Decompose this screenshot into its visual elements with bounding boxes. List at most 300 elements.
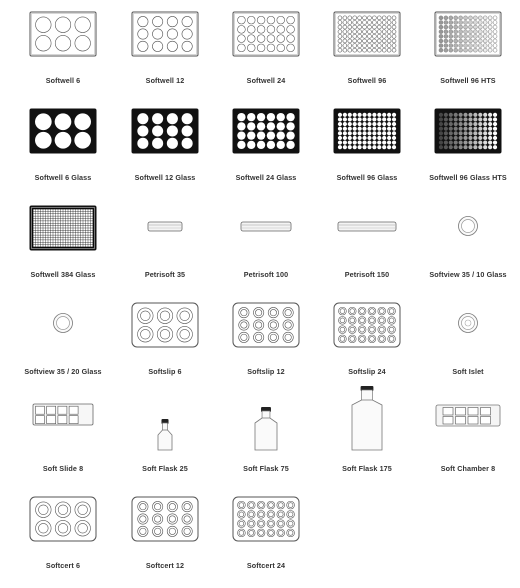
well <box>483 140 487 144</box>
well <box>483 122 487 126</box>
well <box>257 113 265 121</box>
well <box>55 520 71 536</box>
well <box>444 34 448 38</box>
well <box>267 25 275 33</box>
well <box>368 335 376 343</box>
well <box>348 44 352 48</box>
well <box>473 136 477 140</box>
well <box>449 20 453 24</box>
product-label[interactable]: Softslip 6 <box>148 367 182 376</box>
product-softwell-6-glass[interactable] <box>11 103 115 200</box>
well <box>387 20 391 24</box>
well <box>478 44 482 48</box>
product-label[interactable]: Soft Islet <box>452 367 484 376</box>
well <box>367 131 371 135</box>
product-image <box>214 297 318 359</box>
product-softview-35-20-glass[interactable] <box>11 297 115 394</box>
well <box>493 39 497 43</box>
well <box>444 140 448 144</box>
well <box>439 117 443 121</box>
well <box>286 113 294 121</box>
well <box>287 35 295 43</box>
well <box>338 131 342 135</box>
well <box>362 127 366 131</box>
well <box>493 140 497 144</box>
product-softview-35-10-glass[interactable] <box>416 200 520 297</box>
well <box>368 307 376 315</box>
well <box>444 30 448 34</box>
product-image <box>11 103 115 165</box>
well <box>469 20 473 24</box>
well <box>253 332 263 342</box>
product-label[interactable]: Softwell 12 Glass <box>134 173 196 182</box>
product-label[interactable]: Softwell 6 <box>45 76 81 85</box>
well <box>439 39 443 43</box>
well <box>488 113 492 117</box>
product-label[interactable]: Soft Slide 8 <box>42 464 84 473</box>
well <box>444 48 448 52</box>
product-softcert-12[interactable] <box>113 491 217 588</box>
well <box>377 145 381 149</box>
product-label[interactable]: Softcert 24 <box>246 561 286 570</box>
product-image <box>11 6 115 68</box>
well <box>287 520 295 528</box>
product-softslip-6[interactable] <box>113 297 217 394</box>
product-softwell-96[interactable] <box>315 6 419 103</box>
well <box>367 127 371 131</box>
well <box>152 526 162 536</box>
well <box>463 136 467 140</box>
well <box>368 39 372 43</box>
well <box>167 16 177 26</box>
well <box>277 44 285 52</box>
product-softcert-24[interactable] <box>214 491 318 588</box>
well <box>483 127 487 131</box>
well <box>473 131 477 135</box>
well <box>338 145 342 149</box>
well <box>362 140 366 144</box>
well <box>464 44 468 48</box>
well <box>493 25 497 29</box>
well <box>277 520 285 528</box>
well <box>439 30 443 34</box>
well <box>493 20 497 24</box>
well <box>36 35 52 51</box>
well <box>478 20 482 24</box>
well <box>444 20 448 24</box>
well <box>238 529 246 537</box>
well <box>488 145 492 149</box>
well <box>372 16 376 20</box>
well <box>449 16 453 20</box>
well <box>343 44 347 48</box>
well <box>348 136 352 140</box>
well <box>377 131 381 135</box>
well <box>478 113 482 117</box>
product-softwell-12[interactable] <box>113 6 217 103</box>
product-image <box>416 297 520 359</box>
well <box>372 113 376 117</box>
well <box>478 122 482 126</box>
product-image <box>416 103 520 165</box>
well <box>392 48 396 52</box>
well <box>238 44 246 52</box>
well <box>372 48 376 52</box>
well <box>444 136 448 140</box>
well <box>362 131 366 135</box>
well <box>338 39 342 43</box>
well <box>387 122 391 126</box>
well <box>358 39 362 43</box>
well <box>167 514 177 524</box>
product-image <box>214 200 318 262</box>
well <box>287 44 295 52</box>
well <box>152 138 163 149</box>
product-softslip-24[interactable] <box>315 297 419 394</box>
well <box>483 30 487 34</box>
well <box>444 117 448 121</box>
well <box>463 127 467 131</box>
well <box>353 16 357 20</box>
well <box>388 335 396 343</box>
well <box>449 131 453 135</box>
product-petrisoft-100[interactable] <box>214 200 318 297</box>
well <box>449 39 453 43</box>
well <box>238 16 246 24</box>
well <box>382 25 386 29</box>
well <box>277 16 285 24</box>
well <box>177 326 193 342</box>
well <box>392 113 396 117</box>
product-label[interactable]: Softwell 96 <box>347 76 387 85</box>
well <box>392 20 396 24</box>
well <box>55 113 72 130</box>
well <box>382 113 386 117</box>
well <box>377 20 381 24</box>
well <box>247 529 255 537</box>
well <box>338 140 342 144</box>
well <box>348 335 356 343</box>
well <box>268 332 278 342</box>
product-softslip-12[interactable] <box>214 297 318 394</box>
product-softwell-12-glass[interactable] <box>113 103 217 200</box>
well <box>387 25 391 29</box>
product-image <box>214 6 318 68</box>
product-image <box>416 6 520 68</box>
well <box>377 136 381 140</box>
well <box>353 48 357 52</box>
well <box>247 520 255 528</box>
product-label[interactable]: Petrisoft 150 <box>344 270 390 279</box>
well <box>238 501 246 509</box>
well <box>493 122 497 126</box>
well <box>483 145 487 149</box>
well <box>353 127 357 131</box>
well <box>449 113 453 117</box>
well <box>167 138 178 149</box>
product-image <box>113 297 217 359</box>
product-label[interactable]: Softwell 24 <box>246 76 286 85</box>
product-soft-chamber-8[interactable] <box>416 394 520 491</box>
well <box>367 113 371 117</box>
well <box>387 145 391 149</box>
product-label[interactable]: Soft Chamber 8 <box>440 464 496 473</box>
well <box>454 113 458 117</box>
well <box>157 308 173 324</box>
well <box>483 20 487 24</box>
well <box>277 35 285 43</box>
well <box>454 145 458 149</box>
well <box>478 117 482 121</box>
product-label[interactable]: Softwell 12 <box>145 76 185 85</box>
well <box>277 141 285 149</box>
well <box>74 113 91 130</box>
well <box>473 34 477 38</box>
well <box>459 127 463 131</box>
well <box>483 136 487 140</box>
well <box>358 131 362 135</box>
well <box>353 145 357 149</box>
product-image <box>416 200 520 262</box>
well <box>468 140 472 144</box>
well <box>152 125 163 136</box>
product-label[interactable]: Softview 35 / 10 Glass <box>429 270 507 279</box>
well <box>348 16 352 20</box>
well <box>267 16 275 24</box>
well <box>358 335 366 343</box>
well <box>339 316 347 324</box>
well <box>473 39 477 43</box>
well <box>387 117 391 121</box>
product-soft-slide-8[interactable] <box>11 394 115 491</box>
well <box>257 16 265 24</box>
well <box>444 131 448 135</box>
well <box>439 127 443 131</box>
well <box>367 140 371 144</box>
well <box>473 30 477 34</box>
product-soft-flask-25[interactable] <box>113 394 217 491</box>
well <box>454 48 458 52</box>
well <box>257 501 265 509</box>
product-softwell-96-hts[interactable] <box>416 6 520 103</box>
product-petrisoft-35[interactable] <box>113 200 217 297</box>
product-label[interactable]: Soft Flask 75 <box>243 464 289 473</box>
well <box>363 44 367 48</box>
well <box>478 34 482 38</box>
well <box>459 39 463 43</box>
well <box>378 326 386 334</box>
well <box>488 131 492 135</box>
product-label[interactable]: Softcert 6 <box>45 561 81 570</box>
product-label[interactable]: Soft Flask 175 <box>342 464 392 473</box>
well <box>454 122 458 126</box>
well <box>239 307 249 317</box>
well <box>388 307 396 315</box>
well <box>478 16 482 20</box>
well <box>483 44 487 48</box>
well <box>338 113 342 117</box>
well <box>454 25 458 29</box>
product-image <box>214 103 318 165</box>
well <box>362 113 366 117</box>
well <box>137 113 148 124</box>
well <box>55 132 72 149</box>
well <box>268 307 278 317</box>
product-label[interactable]: Softwell 24 Glass <box>235 173 297 182</box>
well <box>377 140 381 144</box>
product-softwell-96-glass[interactable] <box>315 103 419 200</box>
well <box>454 39 458 43</box>
product-soft-islet[interactable] <box>416 297 520 394</box>
well <box>377 25 381 29</box>
product-image <box>113 103 217 165</box>
well <box>459 44 463 48</box>
well <box>449 140 453 144</box>
flask-body <box>352 400 382 450</box>
well <box>348 25 352 29</box>
well <box>377 34 381 38</box>
well <box>468 127 472 131</box>
well <box>277 510 285 518</box>
product-softwell-24[interactable] <box>214 6 318 103</box>
product-softwell-96-glass-hts[interactable] <box>416 103 520 200</box>
well <box>167 113 178 124</box>
product-softwell-6[interactable] <box>11 6 115 103</box>
well <box>392 117 396 121</box>
well <box>362 122 366 126</box>
well <box>382 131 386 135</box>
product-label[interactable]: Softview 35 / 20 Glass <box>24 367 102 376</box>
product-petrisoft-150[interactable] <box>315 200 419 297</box>
well <box>257 25 265 33</box>
product-soft-flask-75[interactable] <box>214 394 318 491</box>
well <box>277 25 285 33</box>
well <box>478 140 482 144</box>
well <box>75 520 91 536</box>
well <box>483 34 487 38</box>
well <box>348 34 352 38</box>
well <box>454 127 458 131</box>
well <box>247 510 255 518</box>
well <box>444 122 448 126</box>
well <box>138 501 148 511</box>
well <box>454 16 458 20</box>
well <box>35 132 52 149</box>
well <box>353 136 357 140</box>
well <box>493 48 497 52</box>
well <box>483 16 487 20</box>
well <box>74 132 91 149</box>
well <box>338 16 342 20</box>
well <box>177 308 193 324</box>
well <box>468 136 472 140</box>
well <box>488 140 492 144</box>
well <box>372 25 376 29</box>
well <box>439 34 443 38</box>
well <box>459 113 463 117</box>
well <box>444 113 448 117</box>
well <box>449 122 453 126</box>
well <box>493 131 497 135</box>
well <box>358 25 362 29</box>
well <box>358 326 366 334</box>
well <box>362 117 366 121</box>
product-softwell-24-glass[interactable] <box>214 103 318 200</box>
product-soft-flask-175[interactable] <box>315 394 419 491</box>
product-label[interactable]: Petrisoft 35 <box>144 270 186 279</box>
well <box>338 48 342 52</box>
product-label[interactable]: Softwell 384 Glass <box>30 270 96 279</box>
well <box>468 122 472 126</box>
well <box>257 131 265 139</box>
well <box>55 17 71 33</box>
well <box>353 44 357 48</box>
well <box>392 122 396 126</box>
well <box>382 16 386 20</box>
well <box>152 41 162 51</box>
product-image <box>113 200 217 262</box>
well <box>454 34 458 38</box>
product-label[interactable]: Softwell 96 HTS <box>440 76 496 85</box>
well <box>358 34 362 38</box>
well <box>238 520 246 528</box>
well <box>287 501 295 509</box>
well <box>343 145 347 149</box>
product-label[interactable]: Softslip 12 <box>247 367 285 376</box>
well <box>182 125 193 136</box>
well <box>463 145 467 149</box>
well <box>464 34 468 38</box>
well <box>387 30 391 34</box>
well <box>449 145 453 149</box>
well <box>382 44 386 48</box>
product-label[interactable]: Softslip 24 <box>348 367 386 376</box>
product-image <box>113 6 217 68</box>
well <box>363 48 367 52</box>
well <box>372 44 376 48</box>
well <box>167 501 177 511</box>
well <box>449 117 453 121</box>
product-image <box>113 491 217 553</box>
well <box>377 48 381 52</box>
product-label[interactable]: Soft Flask 25 <box>142 464 188 473</box>
well <box>444 127 448 131</box>
product-label[interactable]: Softwell 96 Glass HTS <box>429 173 507 182</box>
well <box>469 16 473 20</box>
well <box>473 122 477 126</box>
well <box>277 529 285 537</box>
well <box>382 117 386 121</box>
product-softwell-384-glass[interactable] <box>11 200 115 297</box>
product-label[interactable]: Softwell 96 Glass <box>336 173 398 182</box>
well <box>464 48 468 52</box>
well <box>377 122 381 126</box>
well <box>348 20 352 24</box>
well <box>377 44 381 48</box>
well <box>167 526 177 536</box>
product-label[interactable]: Softwell 6 Glass <box>34 173 92 182</box>
product-label[interactable]: Petrisoft 100 <box>243 270 289 279</box>
well <box>478 39 482 43</box>
well <box>478 30 482 34</box>
well <box>338 34 342 38</box>
well <box>439 140 443 144</box>
well <box>343 117 347 121</box>
product-softcert-6[interactable] <box>11 491 115 588</box>
well <box>377 16 381 20</box>
product-label[interactable]: Softcert 12 <box>145 561 185 570</box>
well <box>372 34 376 38</box>
